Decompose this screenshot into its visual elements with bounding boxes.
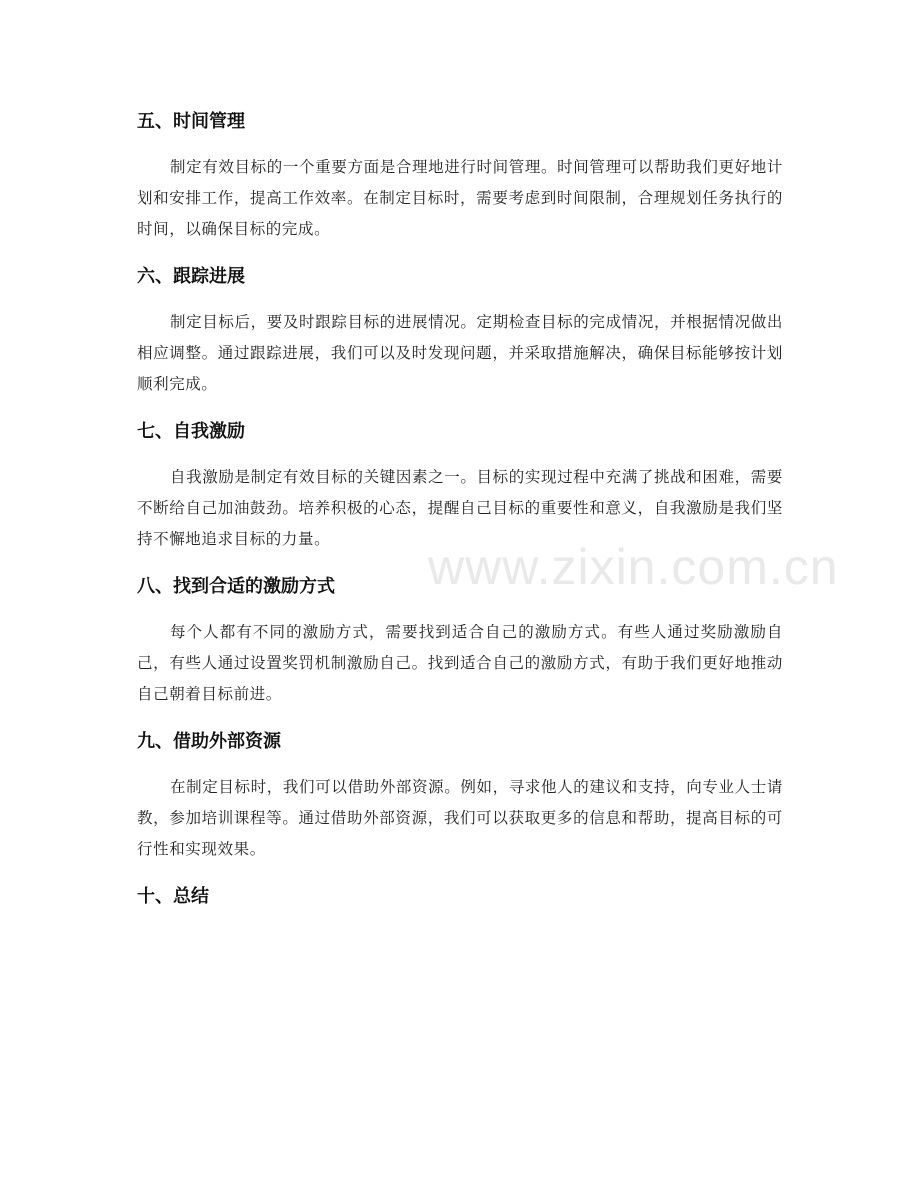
section-heading: 五、时间管理	[137, 111, 245, 132]
document-content	[137, 103, 783, 916]
section-heading: 七、自我激励	[137, 421, 245, 442]
section-paragraph: 每个人都有不同的激励方式，需要找到适合自己的激励方式。有些人通过奖励激励自己，有些人通过设置奖罚机制激励自己。找到适合自己的激励方式，有助于我们更好地推动自己朝着目标前进。	[137, 623, 783, 703]
section-paragraph: 自我激励是制定有效目标的关键因素之一。目标的实现过程中充满了挑战和困难，需要不断给自己加油鼓劲。培养积极的心态，提醒自己目标的重要性和意义，自我激励是我们坚持不懈地追求目标的力量。	[137, 468, 783, 548]
section-heading: 十、总结	[137, 886, 209, 907]
section-heading: 九、借助外部资源	[137, 731, 281, 752]
section-paragraph: 在制定目标时，我们可以借助外部资源。例如，寻求他人的建议和支持，向专业人士请教，参加培训课程等。通过借助外部资源，我们可以获取更多的信息和帮助，提高目标的可行性和实现效果。	[137, 778, 783, 858]
watermark: www.zixin.com.cn	[428, 539, 839, 595]
section-heading: 六、跟踪进展	[137, 266, 245, 287]
section-summary	[137, 878, 783, 916]
section-paragraph: 制定有效目标的一个重要方面是合理地进行时间管理。时间管理可以帮助我们更好地计划和安排工作，提高工作效率。在制定目标时，需要考虑到时间限制，合理规划任务执行的时间，以确保目标的完成。	[137, 158, 783, 238]
section-track-progress	[137, 258, 783, 400]
section-heading: 八、找到合适的激励方式	[137, 576, 335, 597]
section-paragraph: 制定目标后，要及时跟踪目标的进展情况。定期检查目标的完成情况，并根据情况做出相应调整。通过跟踪进展，我们可以及时发现问题，并采取措施解决，确保目标能够按计划顺利完成。	[137, 313, 783, 393]
section-external-resources	[137, 723, 783, 865]
section-time-management	[137, 103, 783, 245]
section-self-motivation	[137, 413, 783, 555]
